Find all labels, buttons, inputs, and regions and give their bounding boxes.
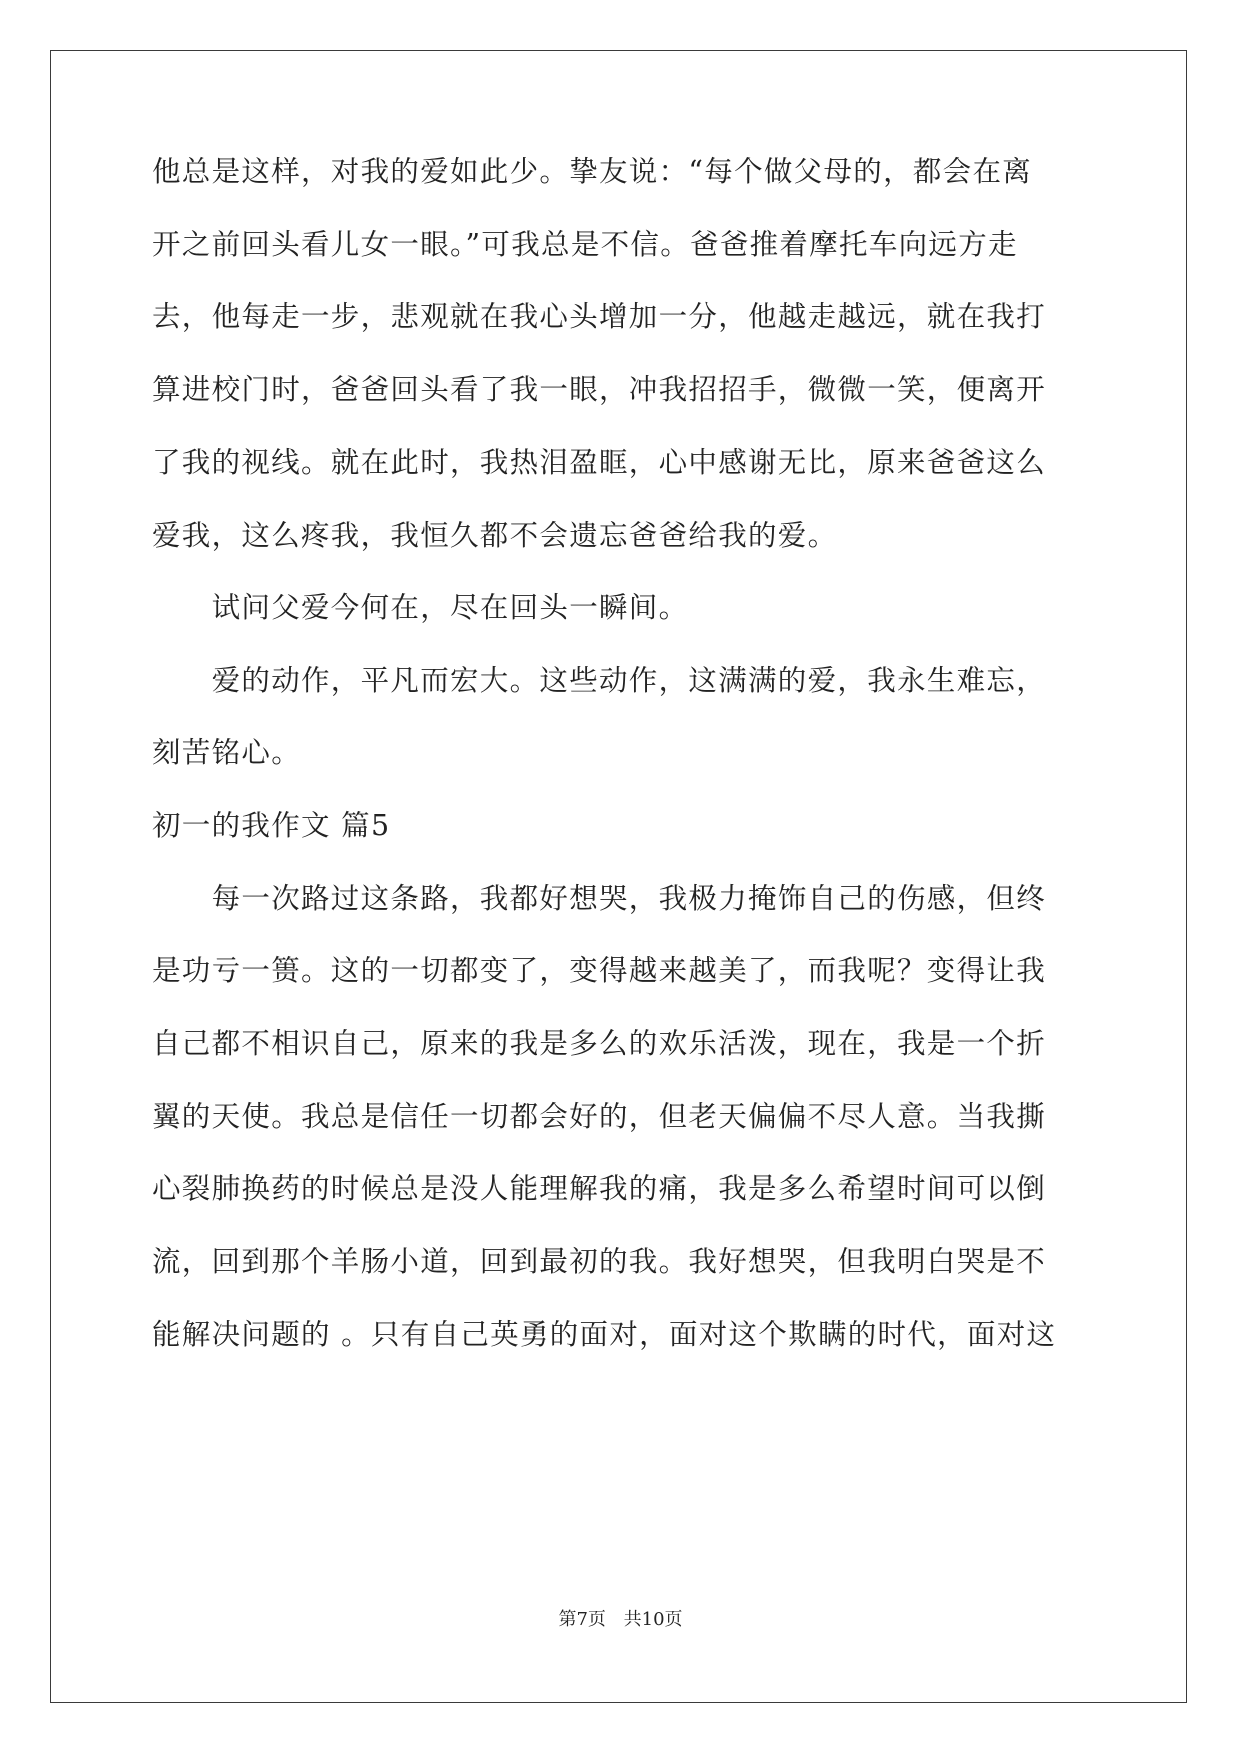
page-number: 第7页 — [558, 1609, 606, 1630]
page-footer — [0, 1608, 1241, 1632]
text-line: 刻苦铭心。 — [152, 736, 302, 769]
paragraph-line: 爱的动作，平凡而宏大。这些动作，这满满的爱，我永生难忘， — [152, 664, 1047, 697]
text-line: 能解决问题的 。只有自己英勇的面对，面对这个欺瞒的时代，面对这 — [152, 1318, 1057, 1351]
section-heading: 初一的我作文 篇5 — [152, 809, 391, 842]
text-line: 翼的天使。我总是信任一切都会好的，但老天偏偏不尽人意。当我撕 — [152, 1100, 1047, 1133]
paragraph-line: 试问父爱今何在，尽在回头一瞬间。 — [152, 591, 689, 624]
page-total: 共10页 — [623, 1609, 683, 1630]
text-line: 自己都不相识自己，原来的我是多么的欢乐活泼，现在，我是一个折 — [152, 1027, 1047, 1060]
text-line: 了我的视线。就在此时，我热泪盈眶，心中感谢无比，原来爸爸这么 — [152, 446, 1047, 479]
text-line: 去，他每走一步，悲观就在我心头增加一分，他越走越远，就在我打 — [152, 300, 1047, 333]
text-line: 流，回到那个羊肠小道，回到最初的我。我好想哭，但我明白哭是不 — [152, 1245, 1047, 1278]
text-line: 爱我，这么疼我，我恒久都不会遗忘爸爸给我的爱。 — [152, 519, 838, 552]
paragraph-line: 每一次路过这条路，我都好想哭，我极力掩饰自己的伤感，但终 — [152, 882, 1047, 915]
text-line: 是功亏一篑。这的一切都变了，变得越来越美了，而我呢？变得让我 — [152, 954, 1047, 987]
text-line: 心裂肺换药的时候总是没人能理解我的痛，我是多么希望时间可以倒 — [152, 1172, 1047, 1205]
text-line: 算进校门时，爸爸回头看了我一眼，冲我招招手，微微一笑，便离开 — [152, 373, 1047, 406]
text-line: 他总是这样，对我的爱如此少。挚友说：“每个做父母的，都会在离 — [152, 155, 1033, 188]
text-line: 开之前回头看儿女一眼。”可我总是不信。爸爸推着摩托车向远方走 — [152, 228, 1018, 261]
